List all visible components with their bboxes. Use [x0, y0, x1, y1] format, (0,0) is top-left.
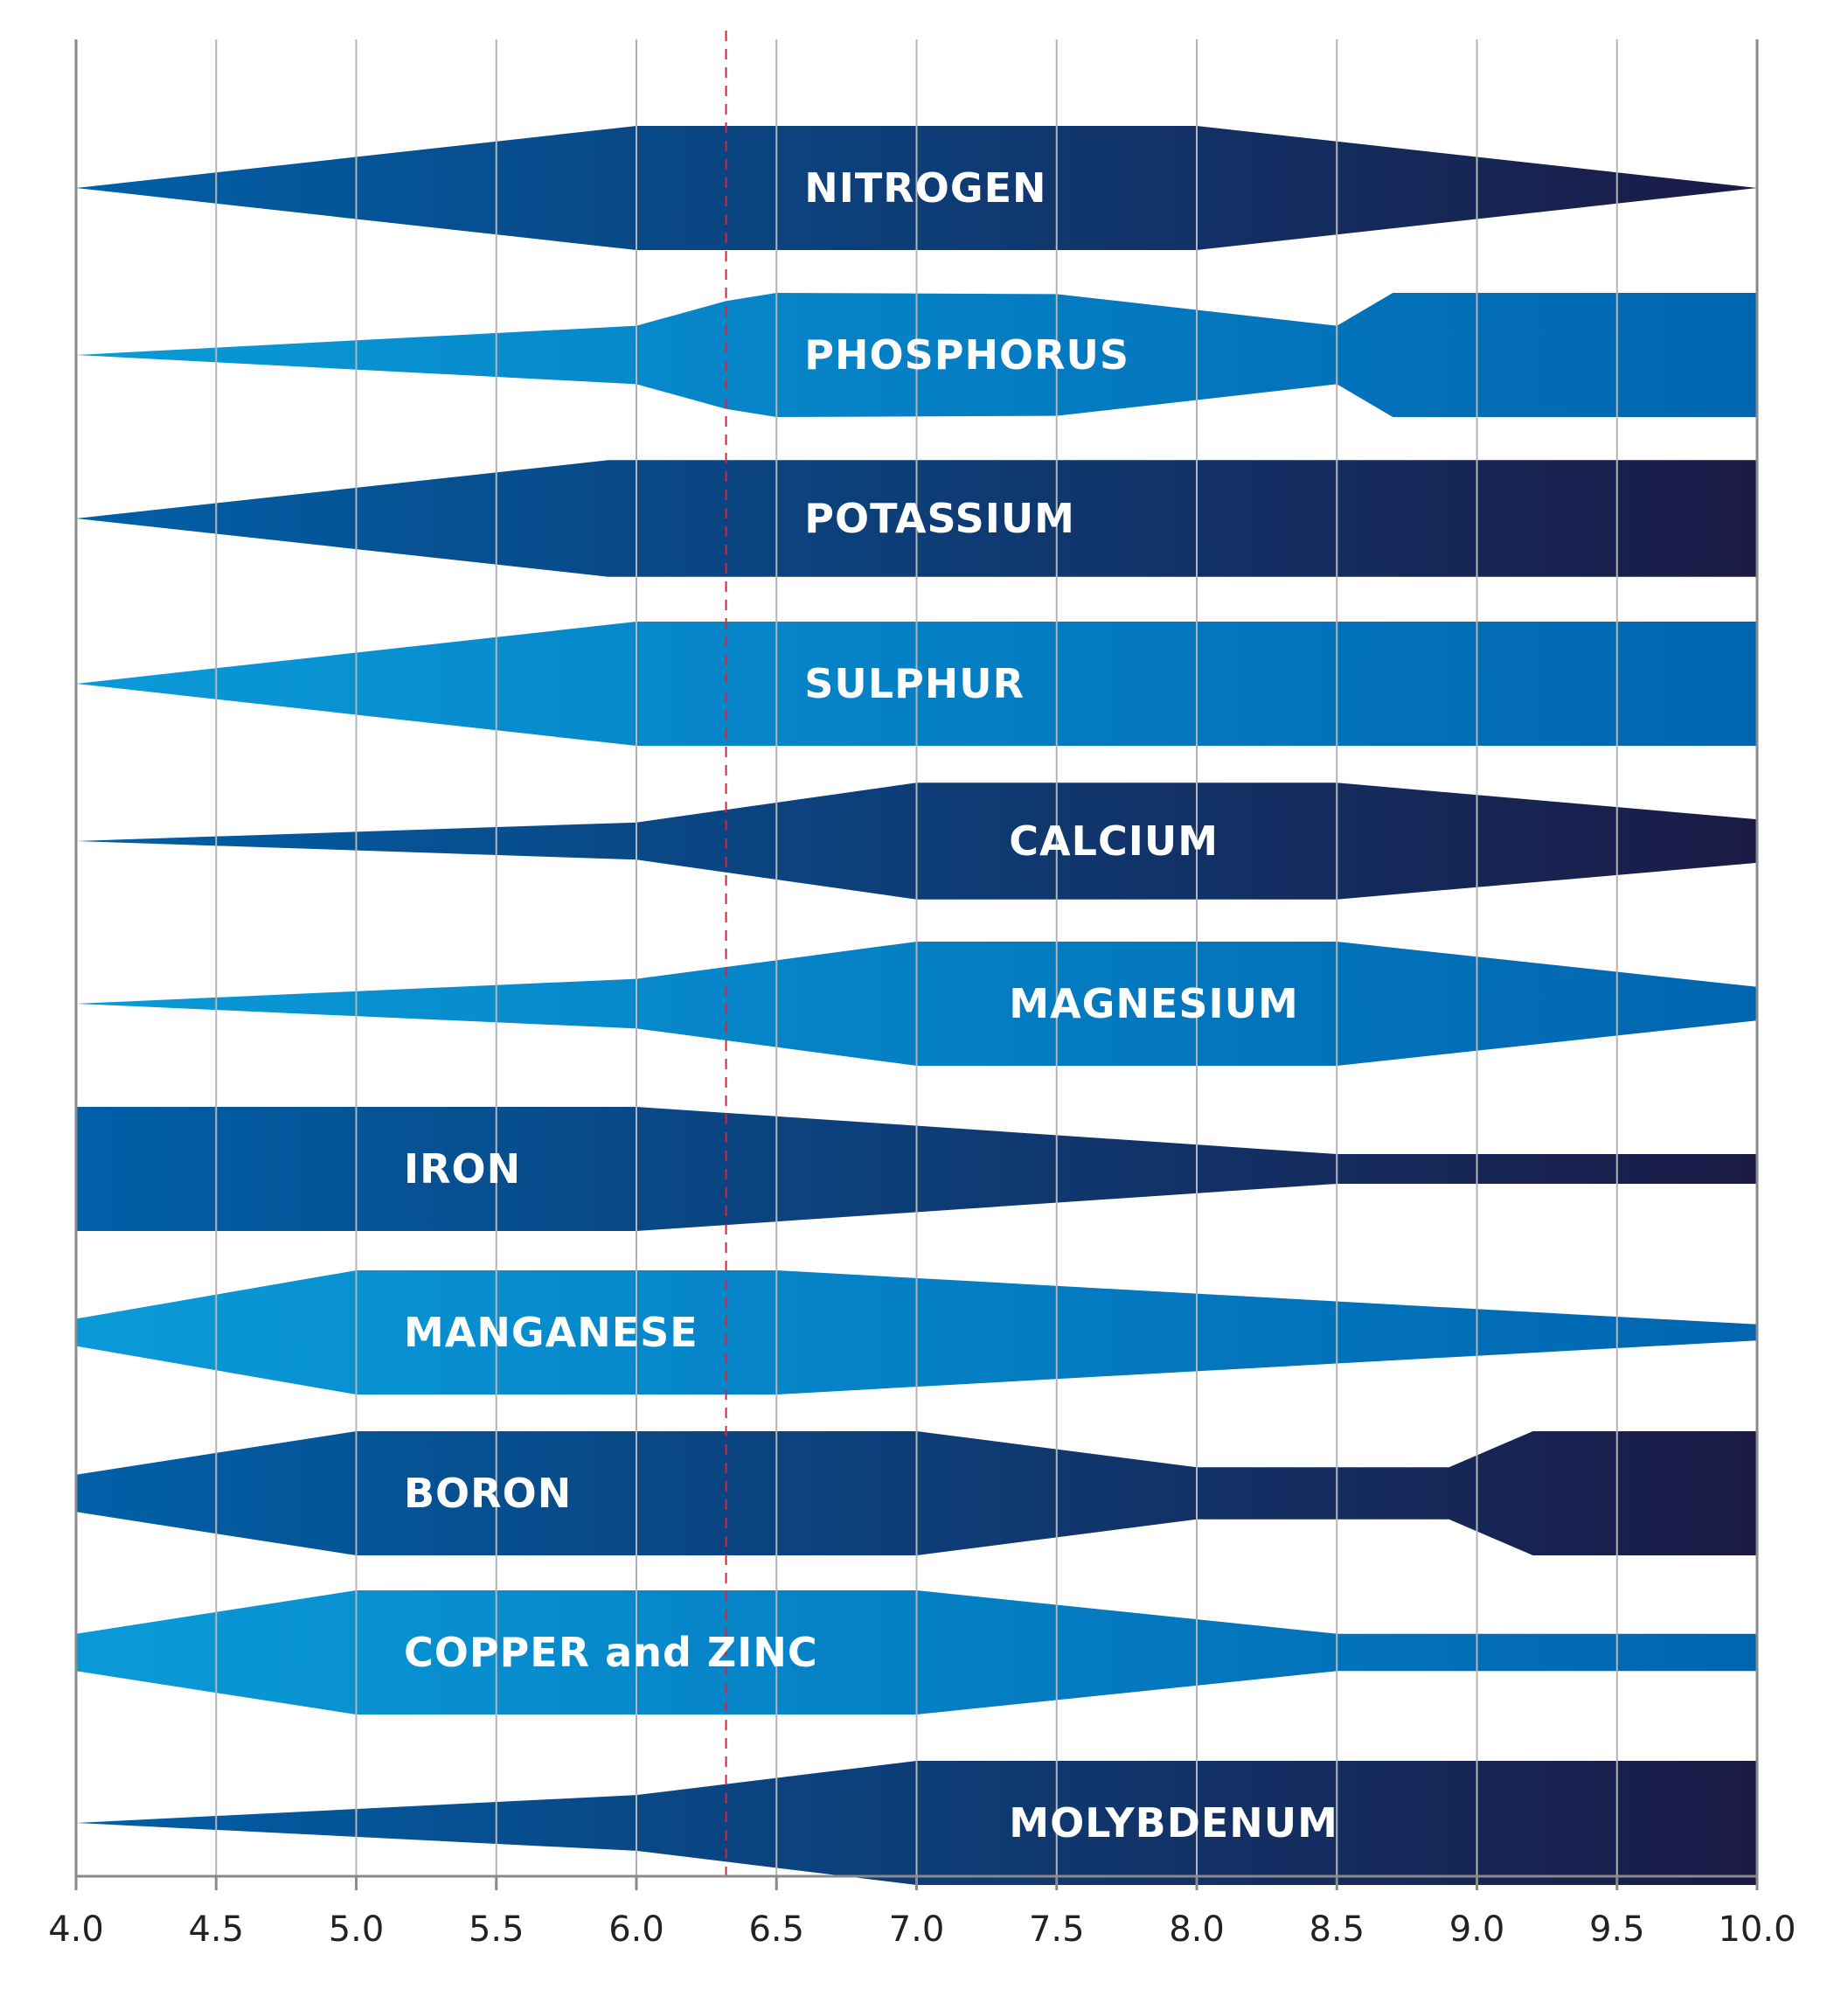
tick-label-6.5: 6.5	[748, 1909, 805, 1950]
tick-label-8.5: 8.5	[1309, 1909, 1365, 1950]
band-label-potassium: POTASSIUM	[804, 495, 1075, 542]
x-axis	[48, 1876, 1796, 1950]
band-label-nitrogen: NITROGEN	[804, 164, 1047, 212]
band-label-boron: BORON	[404, 1470, 573, 1517]
band-label-sulphur: SULPHUR	[804, 660, 1025, 707]
tick-label-4.0: 4.0	[48, 1909, 104, 1950]
band-label-copper-and-zinc: COPPER and ZINC	[404, 1629, 818, 1676]
band-label-iron: IRON	[404, 1145, 522, 1193]
band-label-phosphorus: PHOSPHORUS	[804, 331, 1129, 379]
tick-label-7.0: 7.0	[888, 1909, 945, 1950]
tick-label-9.0: 9.0	[1449, 1909, 1505, 1950]
tick-label-5.0: 5.0	[328, 1909, 385, 1950]
tick-label-5.5: 5.5	[468, 1909, 525, 1950]
tick-label-4.5: 4.5	[188, 1909, 245, 1950]
band-label-magnesium: MAGNESIUM	[1009, 980, 1299, 1027]
band-label-manganese: MANGANESE	[404, 1309, 698, 1356]
tick-label-8.0: 8.0	[1169, 1909, 1225, 1950]
tick-label-10.0: 10.0	[1718, 1909, 1796, 1950]
tick-label-9.5: 9.5	[1588, 1909, 1645, 1950]
tick-label-7.5: 7.5	[1028, 1909, 1085, 1950]
tick-label-6.0: 6.0	[608, 1909, 664, 1950]
band-label-molybdenum: MOLYBDENUM	[1009, 1799, 1338, 1847]
band-label-calcium: CALCIUM	[1009, 817, 1219, 865]
